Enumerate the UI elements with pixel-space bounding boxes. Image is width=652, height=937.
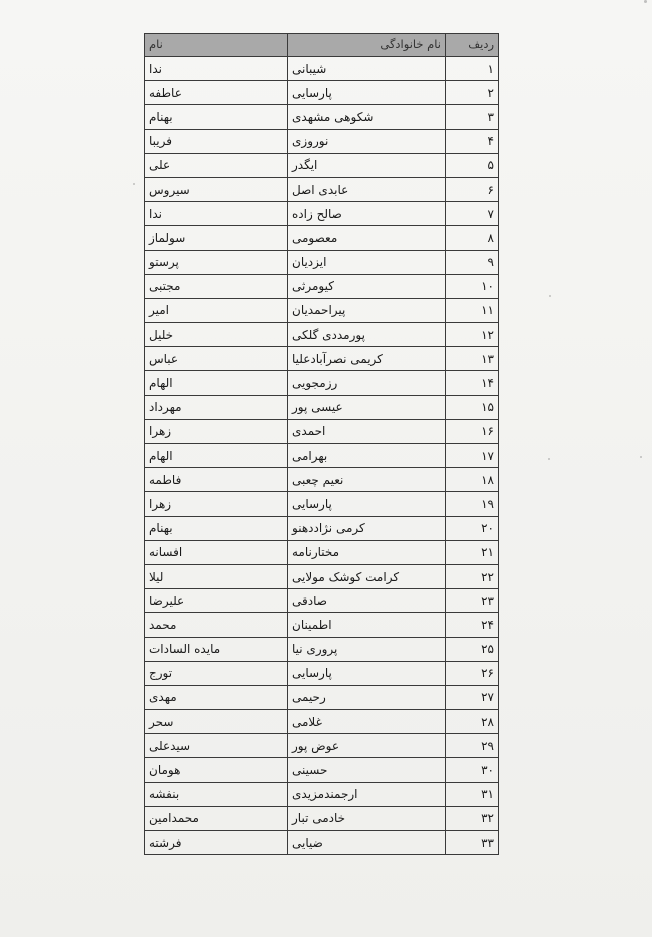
table-row (145, 395, 499, 419)
family-name-cell: کرامت کوشک مولایی (288, 564, 446, 588)
first-name-cell: لیلا (145, 564, 288, 588)
row-number-cell: ۱۰ (446, 274, 499, 298)
table-row (145, 57, 499, 81)
header-family-name: نام خانوادگی (288, 34, 446, 57)
row-number-cell: ۱۲ (446, 323, 499, 347)
table-row (145, 685, 499, 709)
table-row (145, 129, 499, 153)
family-name-cell: صادقی (288, 589, 446, 613)
row-number-cell: ۲۵ (446, 637, 499, 661)
row-number-cell: ۳۱ (446, 782, 499, 806)
header-row (145, 34, 499, 57)
family-name-cell: پیراحمدیان (288, 298, 446, 322)
row-number-cell: ۱۸ (446, 468, 499, 492)
table-row (145, 468, 499, 492)
names-table (144, 33, 499, 855)
row-number-cell: ۹ (446, 250, 499, 274)
family-name-cell: ارجمندمزیدی (288, 782, 446, 806)
family-name-cell: ایگدر (288, 153, 446, 177)
first-name-cell: امیر (145, 298, 288, 322)
first-name-cell: علی (145, 153, 288, 177)
row-number-cell: ۳۳ (446, 831, 499, 855)
first-name-cell: علیرضا (145, 589, 288, 613)
table-row (145, 734, 499, 758)
table-row (145, 274, 499, 298)
row-number-cell: ۲۸ (446, 710, 499, 734)
table-body (145, 57, 499, 855)
family-name-cell: عوض پور (288, 734, 446, 758)
row-number-cell: ۱۹ (446, 492, 499, 516)
first-name-cell: بهنام (145, 105, 288, 129)
first-name-cell: ندا (145, 57, 288, 81)
family-name-cell: پورمددی گلکی (288, 323, 446, 347)
family-name-cell: ضیایی (288, 831, 446, 855)
table-row (145, 589, 499, 613)
family-name-cell: عیسی پور (288, 395, 446, 419)
first-name-cell: الهام (145, 371, 288, 395)
row-number-cell: ۱۴ (446, 371, 499, 395)
family-name-cell: پارسایی (288, 81, 446, 105)
family-name-cell: معصومی (288, 226, 446, 250)
table-row (145, 782, 499, 806)
first-name-cell: هومان (145, 758, 288, 782)
row-number-cell: ۱۱ (446, 298, 499, 322)
family-name-cell: پارسایی (288, 661, 446, 685)
scan-speck (548, 458, 550, 460)
first-name-cell: زهرا (145, 492, 288, 516)
row-number-cell: ۱ (446, 57, 499, 81)
family-name-cell: نعیم چعبی (288, 468, 446, 492)
table-row (145, 637, 499, 661)
table-row (145, 710, 499, 734)
row-number-cell: ۵ (446, 153, 499, 177)
family-name-cell: مختارنامه (288, 540, 446, 564)
table-row (145, 371, 499, 395)
table-row (145, 81, 499, 105)
table-row (145, 202, 499, 226)
row-number-cell: ۳۰ (446, 758, 499, 782)
header-first-name: نام (145, 34, 288, 57)
table-row (145, 323, 499, 347)
family-name-cell: خادمی تبار (288, 806, 446, 830)
row-number-cell: ۱۷ (446, 444, 499, 468)
first-name-cell: زهرا (145, 419, 288, 443)
first-name-cell: سولماز (145, 226, 288, 250)
row-number-cell: ۶ (446, 177, 499, 201)
row-number-cell: ۲۰ (446, 516, 499, 540)
table-row (145, 492, 499, 516)
row-number-cell: ۲۱ (446, 540, 499, 564)
row-number-cell: ۲۷ (446, 685, 499, 709)
family-name-cell: احمدی (288, 419, 446, 443)
first-name-cell: مجتبی (145, 274, 288, 298)
family-name-cell: عابدی اصل (288, 177, 446, 201)
family-name-cell: ایزدیان (288, 250, 446, 274)
family-name-cell: حسینی (288, 758, 446, 782)
row-number-cell: ۲۲ (446, 564, 499, 588)
family-name-cell: اطمینان (288, 613, 446, 637)
family-name-cell: رزمجویی (288, 371, 446, 395)
family-name-cell: کریمی نصرآبادعلیا (288, 347, 446, 371)
first-name-cell: سیروس (145, 177, 288, 201)
first-name-cell: ندا (145, 202, 288, 226)
row-number-cell: ۱۶ (446, 419, 499, 443)
first-name-cell: تورج (145, 661, 288, 685)
row-number-cell: ۴ (446, 129, 499, 153)
table-row (145, 153, 499, 177)
table-row (145, 177, 499, 201)
first-name-cell: مهرداد (145, 395, 288, 419)
row-number-cell: ۳ (446, 105, 499, 129)
scan-speck (133, 183, 135, 185)
first-name-cell: مایده السادات (145, 637, 288, 661)
table-row (145, 298, 499, 322)
family-name-cell: کیومرثی (288, 274, 446, 298)
table-row (145, 613, 499, 637)
table-row (145, 758, 499, 782)
first-name-cell: فرشته (145, 831, 288, 855)
row-number-cell: ۳۲ (446, 806, 499, 830)
first-name-cell: فاطمه (145, 468, 288, 492)
first-name-cell: سیدعلی (145, 734, 288, 758)
table-row (145, 516, 499, 540)
table-row (145, 250, 499, 274)
table-row (145, 831, 499, 855)
header-row-number: ردیف (446, 34, 499, 57)
table-row (145, 347, 499, 371)
family-name-cell: بهرامی (288, 444, 446, 468)
scan-speck (644, 0, 647, 3)
first-name-cell: سحر (145, 710, 288, 734)
table-row (145, 105, 499, 129)
family-name-cell: پروری نیا (288, 637, 446, 661)
row-number-cell: ۲ (446, 81, 499, 105)
first-name-cell: افسانه (145, 540, 288, 564)
first-name-cell: عاطفه (145, 81, 288, 105)
first-name-cell: مهدی (145, 685, 288, 709)
table-header (145, 34, 499, 57)
first-name-cell: بهنام (145, 516, 288, 540)
family-name-cell: غلامی (288, 710, 446, 734)
first-name-cell: محمدامین (145, 806, 288, 830)
first-name-cell: محمد (145, 613, 288, 637)
row-number-cell: ۲۶ (446, 661, 499, 685)
first-name-cell: بنفشه (145, 782, 288, 806)
first-name-cell: پرستو (145, 250, 288, 274)
row-number-cell: ۷ (446, 202, 499, 226)
family-name-cell: نوروزی (288, 129, 446, 153)
table-row (145, 661, 499, 685)
table-row (145, 540, 499, 564)
first-name-cell: فریبا (145, 129, 288, 153)
row-number-cell: ۸ (446, 226, 499, 250)
family-name-cell: صالح زاده (288, 202, 446, 226)
first-name-cell: خلیل (145, 323, 288, 347)
family-name-cell: پارسایی (288, 492, 446, 516)
first-name-cell: عباس (145, 347, 288, 371)
family-name-cell: شکوهی مشهدی (288, 105, 446, 129)
row-number-cell: ۲۹ (446, 734, 499, 758)
family-name-cell: شیبانی (288, 57, 446, 81)
table-row (145, 226, 499, 250)
table-row (145, 806, 499, 830)
family-name-cell: رحیمی (288, 685, 446, 709)
table-row (145, 419, 499, 443)
family-name-cell: کرمی نژاددهنو (288, 516, 446, 540)
table-row (145, 444, 499, 468)
row-number-cell: ۲۳ (446, 589, 499, 613)
table-row (145, 564, 499, 588)
row-number-cell: ۱۳ (446, 347, 499, 371)
row-number-cell: ۱۵ (446, 395, 499, 419)
row-number-cell: ۲۴ (446, 613, 499, 637)
scan-speck (549, 295, 551, 297)
first-name-cell: الهام (145, 444, 288, 468)
scan-speck (640, 456, 642, 458)
